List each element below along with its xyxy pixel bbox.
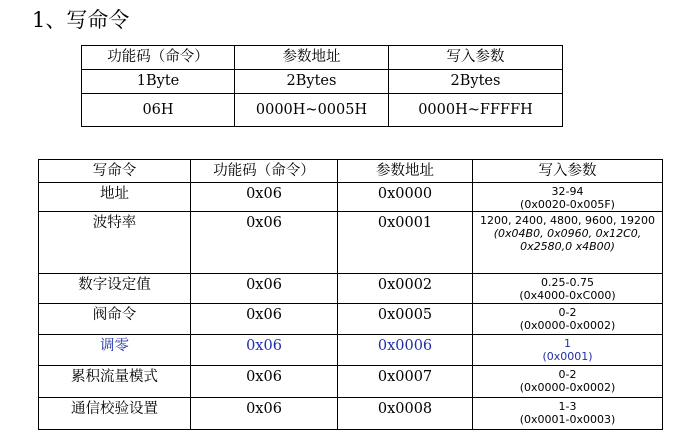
- function-code: 0x06: [191, 366, 338, 398]
- table-row: [39, 335, 663, 366]
- param-range: 32-94: [551, 185, 584, 198]
- param-address: 0x0002: [338, 274, 473, 304]
- param-address: 0x0008: [338, 398, 473, 430]
- write-param: [473, 304, 663, 335]
- function-code: 0x06: [191, 304, 338, 335]
- command-name: 累积流量模式: [39, 366, 191, 398]
- param-hex-range: (0x4000-0xC000): [519, 289, 616, 302]
- table-row: [39, 212, 663, 274]
- function-code: 0x06: [191, 335, 338, 366]
- table-row: [39, 183, 663, 212]
- write-param: [473, 183, 663, 212]
- param-range: 0-2: [558, 306, 577, 319]
- param-address: 0x0006: [338, 335, 473, 366]
- param-hex-range: (0x0000-0x0002): [519, 319, 616, 332]
- table-row: [39, 366, 663, 398]
- header-function-code: 功能码（命令）: [82, 46, 235, 70]
- param-address: 0x0001: [338, 212, 473, 274]
- table-row: [39, 274, 663, 304]
- param-range: 0.25-0.75: [541, 276, 594, 289]
- write-command-format-table: [81, 45, 563, 127]
- function-code: 0x06: [191, 183, 338, 212]
- param-range: 1: [564, 337, 571, 350]
- write-param: [473, 212, 663, 274]
- function-code: 0x06: [191, 274, 338, 304]
- table-cell: 2Bytes: [389, 70, 563, 94]
- table-header-row: [82, 46, 563, 70]
- param-range: 0-2: [558, 368, 577, 381]
- param-address: 0x0000: [338, 183, 473, 212]
- write-param: [473, 335, 663, 366]
- header-write-command: 写命令: [39, 160, 191, 183]
- function-code: 0x06: [191, 212, 338, 274]
- write-param: [473, 366, 663, 398]
- write-param: [473, 398, 663, 430]
- table-header-row: [39, 160, 663, 183]
- write-param: [473, 274, 663, 304]
- header-param-address: 参数地址: [235, 46, 389, 70]
- section-heading: 1、写命令: [32, 8, 130, 32]
- header-write-param: 写入参数: [473, 160, 663, 183]
- header-write-param: 写入参数: [389, 46, 563, 70]
- table-row: [39, 398, 663, 430]
- param-hex-range: (0x0001-0x0003): [519, 413, 616, 426]
- table-cell: 0000H~0005H: [235, 94, 389, 127]
- param-hex-range: (0x0000-0x0002): [519, 381, 616, 394]
- table-cell: 1Byte: [82, 70, 235, 94]
- param-hex-range: (0x0001): [542, 350, 593, 363]
- command-name: 阀命令: [39, 304, 191, 335]
- command-name: 通信校验设置: [39, 398, 191, 430]
- param-hex-range: (0x04B0, 0x0960, 0x12C0, 0x2580,0 x4B00): [493, 227, 642, 253]
- table-row: [82, 70, 563, 94]
- function-code: 0x06: [191, 398, 338, 430]
- command-name: 调零: [39, 335, 191, 366]
- param-address: 0x0005: [338, 304, 473, 335]
- command-name: 波特率: [39, 212, 191, 274]
- command-name: 地址: [39, 183, 191, 212]
- header-function-code: 功能码（命令）: [191, 160, 338, 183]
- command-name: 数字设定值: [39, 274, 191, 304]
- table-row: [82, 94, 563, 127]
- table-cell: 2Bytes: [235, 70, 389, 94]
- param-range: 1200, 2400, 4800, 9600, 19200: [480, 214, 655, 227]
- param-range: 1-3: [558, 400, 577, 413]
- table-cell: 06H: [82, 94, 235, 127]
- table-row: [39, 304, 663, 335]
- table-cell: 0000H~FFFFH: [389, 94, 563, 127]
- param-hex-range: (0x0020-0x005F): [520, 198, 615, 211]
- header-param-address: 参数地址: [338, 160, 473, 183]
- write-command-list-table: [38, 159, 663, 430]
- param-address: 0x0007: [338, 366, 473, 398]
